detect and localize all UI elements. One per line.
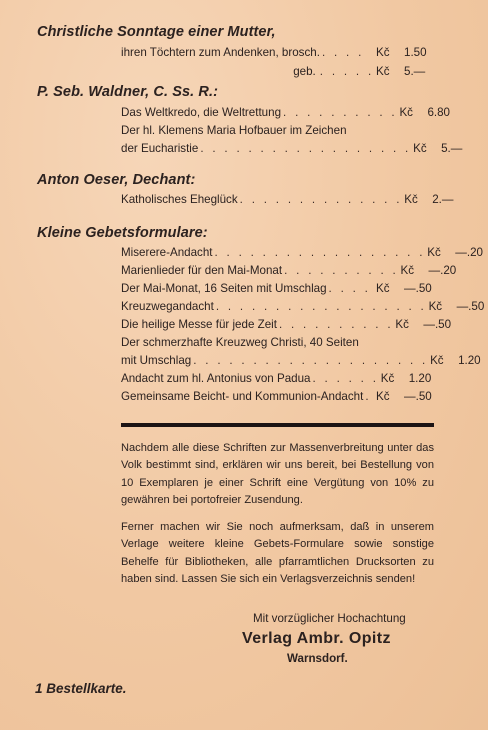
entry-currency: Kč [376, 390, 390, 403]
entry-price: 5.— [441, 142, 463, 155]
entry-currency: Kč [376, 282, 390, 295]
leader-dots: . . . . . . . . . . [278, 318, 394, 331]
entry-title: Katholisches Eheglück [121, 193, 238, 206]
entry-title: der Eucharistie [121, 142, 199, 155]
entry-title: ihren Töchtern zum Andenken, brosch. [121, 46, 320, 59]
section-heading: Anton Oeser, Dechant: [37, 172, 196, 188]
catalog-entry [121, 65, 434, 78]
catalog-entry [121, 46, 434, 59]
entry-currency: Kč [404, 193, 418, 206]
section-heading: Christliche Sonntage einer Mutter, [37, 24, 276, 40]
entry-title: Das Weltkredo, die Weltrettung [121, 106, 282, 119]
entry-title: geb. [293, 65, 316, 78]
entry-currency: Kč [428, 300, 443, 313]
entry-title: Miserere-Andacht [121, 246, 213, 259]
catalog-entry [121, 336, 434, 349]
leader-dots: . . . . . . . . . . . . . . . . . . [215, 300, 427, 313]
catalog-entry [121, 106, 451, 119]
entry-currency: Kč [399, 106, 413, 119]
publisher-town: Warnsdorf. [287, 652, 348, 665]
offer-paragraph: Nachdem alle diese Schriften zur Massenverbreitung unter das Volk bestimmt sind, erklären wir uns bereit, bei Bestellung von 10 Exemplaren je einer Schrift eine Vergütung von 10% zu gewähren bei portofreier Zusendung. [121, 442, 434, 506]
entry-currency: Kč [427, 246, 441, 259]
entry-title: mit Umschlag [121, 354, 192, 367]
entry-currency: Kč [395, 318, 409, 331]
section-heading: Kleine Gebetsformulare: [37, 225, 208, 241]
entry-price: —.50 [456, 300, 485, 313]
entry-title: Der schmerzhafte Kreuzweg Christi, 40 Seiten [121, 336, 359, 349]
entry-currency: Kč [376, 65, 390, 78]
leader-dots: . . . . . . . . . . . . . . . . . . . . [193, 354, 429, 367]
catalog-entry [121, 390, 434, 403]
entry-title: Kreuzwegandacht [121, 300, 214, 313]
publisher-paragraph: Ferner machen wir Sie noch aufmerksam, daß in unserem Verlage weitere kleine Gebets-Formulare sowie sonstige Behelfe für Bibliotheken, alle pfarramtlichen Drucksorten zu haben sind. Lassen Sie sich ein Verlagsverzeichnis senden! [121, 521, 434, 585]
entry-price: —.50 [404, 390, 432, 403]
catalog-entry [121, 246, 483, 259]
catalog-entry [121, 193, 454, 206]
entry-price: 5.— [404, 65, 426, 78]
leader-dots: . . . . [321, 46, 365, 59]
leader-dots: . . . . [328, 282, 371, 295]
entry-price: 6.80 [427, 106, 451, 119]
entry-title: Marienlieder für den Mai-Monat [121, 264, 283, 277]
catalog-entry [121, 142, 463, 155]
entry-currency: Kč [376, 46, 390, 59]
entry-currency: Kč [400, 264, 415, 277]
entry-currency: Kč [430, 354, 444, 367]
leader-dots: . . . . . . . . . . [283, 106, 398, 119]
leader-dots: . . . . . . [312, 372, 379, 385]
section-heading: P. Seb. Waldner, C. Ss. R.: [37, 84, 219, 100]
publisher-name: Verlag Ambr. Opitz [242, 630, 391, 647]
catalog-entry [121, 124, 434, 137]
entry-price: 1.20 [408, 372, 432, 385]
entry-price: —.20 [455, 246, 483, 259]
entry-title: Andacht zum hl. Antonius von Padua [121, 372, 311, 385]
leader-dots: . . . . . . . . . . [284, 264, 399, 277]
catalog-entry [121, 354, 481, 367]
catalog-entry [121, 282, 434, 295]
entry-price: —.20 [428, 264, 457, 277]
leader-dots: . [365, 390, 372, 403]
leader-dots: . . . . . . . . . . . . . . . . . . [200, 142, 412, 155]
entry-title: Gemeinsame Beicht- und Kommunion-Andacht [121, 390, 364, 403]
order-card-note: 1 Bestellkarte. [35, 681, 127, 696]
entry-title: Der Mai-Monat, 16 Seiten mit Umschlag [121, 282, 327, 295]
entry-title: Der hl. Klemens Maria Hofbauer im Zeichen [121, 124, 347, 137]
entry-price: 1.50 [404, 46, 427, 59]
catalog-entry [121, 300, 485, 313]
closing-greeting: Mit vorzüglicher Hochachtung [253, 612, 406, 625]
entry-price: —.50 [404, 282, 432, 295]
entry-price: 2.— [432, 193, 454, 206]
catalog-entry [121, 264, 457, 277]
entry-price: 1.20 [458, 354, 481, 367]
leader-dots: . . . . . [319, 65, 374, 78]
catalog-entry [121, 372, 434, 385]
section-divider [121, 423, 434, 427]
catalog-entry [121, 318, 452, 331]
entry-price: —.50 [423, 318, 452, 331]
leader-dots: . . . . . . . . . . . . . . [239, 193, 403, 206]
entry-title: Die heilige Messe für jede Zeit [121, 318, 277, 331]
entry-currency: Kč [413, 142, 427, 155]
leader-dots: . . . . . . . . . . . . . . . . . . [214, 246, 426, 259]
entry-currency: Kč [380, 372, 395, 385]
